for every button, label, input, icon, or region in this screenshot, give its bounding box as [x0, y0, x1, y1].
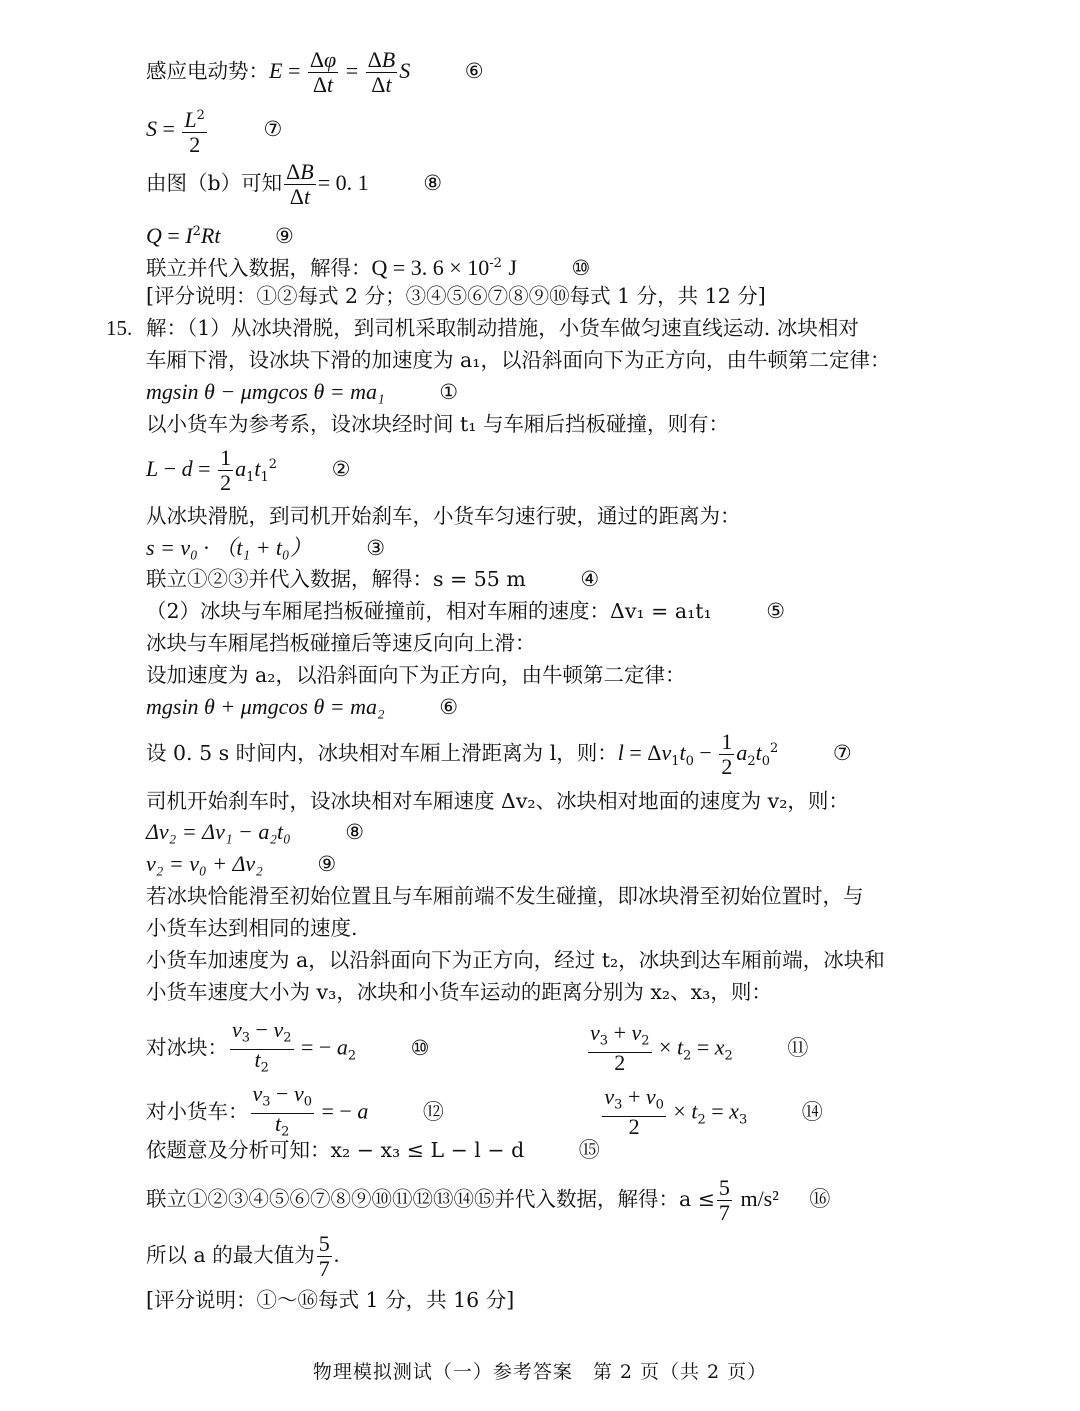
- q15-line-19: 所以 a 的最大值为 $\frac{5}{7}$ .: [146, 1231, 340, 1281]
- scoring-note-15: [评分说明：①～⑯每式 1 分，共 16 分]: [146, 1288, 515, 1312]
- mark-7: ⑦: [263, 116, 283, 141]
- q15-line-4: 从冰块滑脱，到司机开始刹车，小货车匀速行驶，通过的距离为：: [146, 504, 741, 528]
- mark-6b: ⑥: [439, 695, 459, 719]
- q15-line-7: 冰块与车厢尾挡板碰撞后等速反向向上滑：: [146, 631, 536, 655]
- q15-line-2: 车厢下滑，设冰块下滑的加速度为 a₁，以沿斜面向下为正方向，由牛顿第二定律：: [146, 348, 891, 372]
- result-value: Q = 3. 6 × 10: [371, 254, 490, 280]
- page-footer: 物理模拟测试（一）参考答案 第 2 页（共 2 页）: [312, 1361, 768, 1383]
- q15-eq-3: s = v₀ · （t₁ + t₀） ③: [146, 535, 386, 560]
- mark-9b: ⑨: [317, 852, 337, 876]
- emf-line: 感应电动势：E = $\frac{\Delta\varphi}{\Delta t}$ = $\frac{\Delta B}{\Delta t}$ S ⑥: [146, 47, 484, 97]
- mark-3: ③: [366, 536, 386, 560]
- q15-line-15: 对冰块： $\frac{v_3 - v_2}{t_2}$ = − $a_2$ ⑩ $\frac{v_3 + v_2}{2}$ × $t_2 = x_2$ ⑪: [146, 1017, 809, 1076]
- q15-eq-1: mgsin θ − μmgcos θ = ma₁ ①: [146, 379, 459, 404]
- q15-line-12: 小货车达到相同的速度.: [146, 916, 358, 940]
- slope-line: 由图（b）可知 $\frac{\Delta B}{\Delta t}$ = 0. 1 ⑧: [146, 159, 443, 209]
- result-exp: -2: [489, 256, 502, 271]
- area-line: S = $\frac{L^2}{2}$ ⑦: [146, 104, 282, 157]
- q15-line-17: 依题意及分析可知：x₂ − x₃ ≤ L − l − d ⑮: [146, 1138, 600, 1162]
- result-unit: J: [508, 254, 517, 280]
- q15-eq-9: v₂ = v₀ + Δv₂ ⑨: [146, 851, 337, 876]
- scoring-note-14: [评分说明：①②每式 2 分；③④⑤⑥⑦⑧⑨⑩每式 1 分，共 12 分]: [146, 284, 766, 308]
- slope-value: = 0. 1: [317, 170, 369, 195]
- emf-label: 感应电动势：: [146, 59, 269, 83]
- q15-line-16: 对小货车： $\frac{v_3 - v_0}{t_2}$ = − a ⑫ $\frac{v_3 + v_0}{2}$ × $t_2 = x_3$ ⑭: [146, 1081, 823, 1140]
- slope-label: 由图（b）可知: [146, 171, 283, 195]
- heat-line: $Q = I^2Rt$ ⑨: [146, 222, 294, 248]
- q15-line-6: （2）冰块与车厢尾挡板碰撞前，相对车厢的速度：Δv₁ = a₁t₁ ⑤: [146, 599, 786, 623]
- mark-9: ⑨: [275, 223, 294, 248]
- mark-4: ④: [580, 567, 600, 591]
- mark-10: ⑩: [571, 255, 591, 280]
- mark-15: ⑮: [578, 1138, 600, 1162]
- q15-line-14: 小货车速度大小为 v₃，冰块和小货车运动的距离分别为 x₂、x₃，则：: [146, 980, 772, 1004]
- mark-5: ⑤: [766, 599, 786, 623]
- mark-10b: ⑩: [410, 1035, 430, 1060]
- mark-8: ⑧: [423, 171, 443, 195]
- accel-unit: m/s²: [740, 1186, 779, 1211]
- mark-7b: ⑦: [832, 741, 852, 765]
- q15-line-13: 小货车加速度为 a，以沿斜面向下为正方向，经过 t₂，冰块到达车厢前端，冰块和: [146, 948, 885, 972]
- mark-2: ②: [331, 457, 351, 481]
- mark-6: ⑥: [464, 59, 484, 83]
- q15-line-9: 设 0. 5 s 时间内，冰块相对车厢上滑距离为 l，则：$l = \Delta v_1t_0$ − $\frac{1}{2}$ $a_2t_0^2$ ⑦: [146, 729, 852, 779]
- q15-line-18: 联立①②③④⑤⑥⑦⑧⑨⑩⑪⑫⑬⑭⑮并代入数据，解得：a ≤ $\frac{5}{7}$ m/s² ⑯: [146, 1175, 831, 1225]
- q15-line-3: 以小货车为参考系，设冰块经时间 t₁ 与车厢后挡板碰撞，则有：: [146, 412, 729, 436]
- q15-eq-2: L − d = $\frac{1}{2}$ $a_1t_1^2$ ②: [146, 445, 351, 495]
- mark-8b: ⑧: [345, 820, 365, 844]
- q15-eq-8: Δv₂ = Δv₁ − a₂t₀ ⑧: [146, 819, 365, 844]
- mark-1: ①: [439, 380, 459, 404]
- q15-line-5: 联立①②③并代入数据，解得：s = 55 m ④: [146, 567, 600, 591]
- q15-eq-6: mgsin θ + μmgcos θ = ma₂ ⑥: [146, 694, 459, 719]
- result-text: 联立并代入数据，解得：: [146, 255, 372, 280]
- question-number: 15.: [106, 316, 133, 340]
- q15-line-1: 解：（1）从冰块滑脱，到司机采取制动措施，小货车做匀速直线运动. 冰块相对: [146, 316, 859, 340]
- q15-line-11: 若冰块恰能滑至初始位置且与车厢前端不发生碰撞，即冰块滑至初始位置时，与: [146, 884, 864, 908]
- q15-line-8: 设加速度为 a₂，以沿斜面向下为正方向，由牛顿第二定律：: [146, 663, 686, 687]
- mark-12: ⑫: [422, 1099, 444, 1124]
- mark-14: ⑭: [801, 1099, 823, 1124]
- q15-line-10: 司机开始刹车时，设冰块相对车厢速度 Δv₂、冰块相对地面的速度为 v₂，则：: [146, 789, 849, 813]
- mark-11: ⑪: [787, 1035, 809, 1060]
- mark-16: ⑯: [809, 1187, 831, 1211]
- result-line: [146, 250, 590, 282]
